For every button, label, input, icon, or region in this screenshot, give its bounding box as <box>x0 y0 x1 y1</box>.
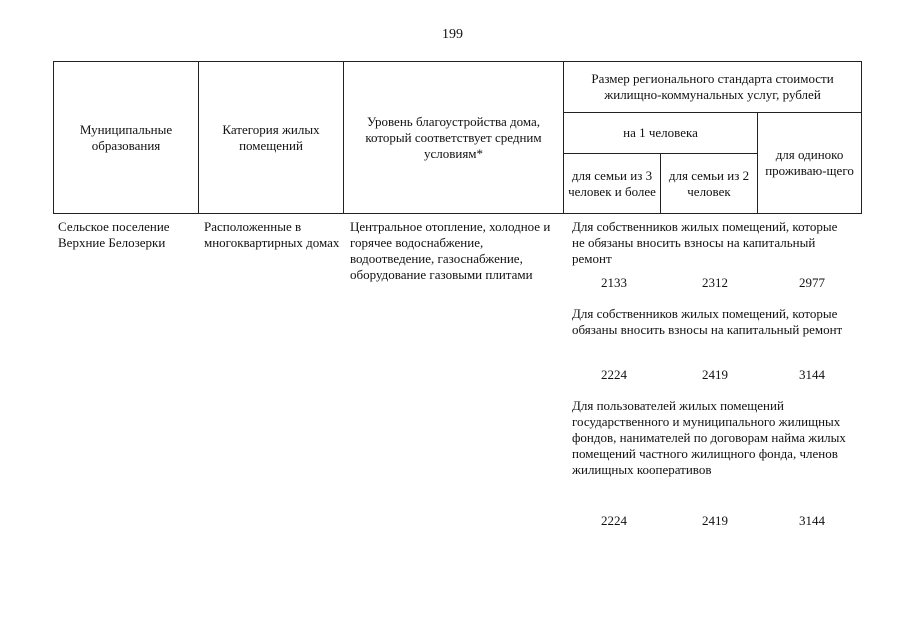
header-level: Уровень благоустройства дома, который соответствует средним условиям* <box>344 62 564 214</box>
value-family2: 2312 <box>702 275 728 290</box>
header-table <box>53 61 862 214</box>
value-family3: 2224 <box>601 513 627 528</box>
row-category: Расположенные в многоквартирных домах <box>204 219 340 250</box>
header-category: Категория жилых помещений <box>199 62 344 214</box>
page-number: 199 <box>442 27 463 42</box>
header-family3: для семьи из 3 человек и более <box>564 154 661 214</box>
value-family2: 2419 <box>702 513 728 528</box>
header-standard: Размер регионального стандарта стоимости жилищно-коммунальных услуг, рублей <box>564 62 862 113</box>
row-level: Центральное отопление, холодное и горячее водоснабжение, водоотведение, газоснабжение, оборудование газовыми плитами <box>350 219 551 282</box>
value-single: 3144 <box>799 367 825 382</box>
row-municipal: Сельское поселение Верхние Белозерки <box>58 219 170 250</box>
group-label: Для собственников жилых помещений, которые не обязаны вносить взносы на капитальный ремонт <box>572 219 838 266</box>
group-label: Для собственников жилых помещений, которые обязаны вносить взносы на капитальный ремонт <box>572 306 843 337</box>
value-family3: 2133 <box>601 275 627 290</box>
header-municipal: Муниципальные образования <box>54 62 199 214</box>
value-single: 3144 <box>799 513 825 528</box>
group-label: Для пользователей жилых помещений государственного и муниципального жилищных фондов, нанимателей по договорам найма жилых помещений частного жилищного фонда, членов жилищных кооперативов <box>572 398 846 477</box>
value-family2: 2419 <box>702 367 728 382</box>
value-single: 2977 <box>799 275 825 290</box>
header-family2: для семьи из 2 человек <box>661 154 758 214</box>
value-family3: 2224 <box>601 367 627 382</box>
header-per-person: на 1 человека <box>564 113 758 154</box>
header-single: для одиноко проживаю-щего <box>758 113 862 214</box>
